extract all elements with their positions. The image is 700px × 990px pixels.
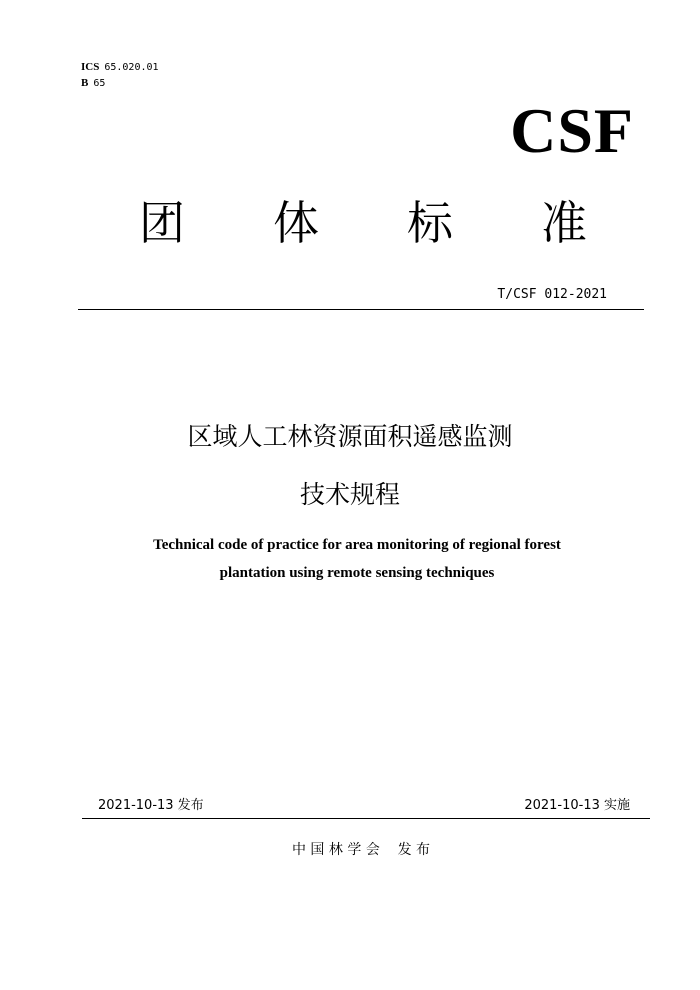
- document-type-char: 标: [407, 196, 453, 250]
- english-title-line-2: plantation using remote sensing techniques: [219, 565, 495, 581]
- chinese-title-line-2: 技术规程: [299, 480, 400, 509]
- publisher: 中 国 林 学 会 发 布: [291, 842, 431, 858]
- publish-date: 2021-10-13 发布: [98, 798, 204, 813]
- clc-value: 65: [93, 78, 106, 89]
- footer-divider: [82, 818, 650, 819]
- english-title-line-1: Technical code of practice for area monitoring of regional forest: [153, 537, 561, 553]
- header-divider: [78, 309, 644, 310]
- document-type-char: 体: [273, 196, 319, 250]
- document-type-char: 准: [541, 196, 587, 250]
- csf-logo: CSF: [510, 95, 634, 166]
- ics-value: 65.020.01: [104, 62, 159, 73]
- clc-label: B: [81, 77, 89, 89]
- chinese-title-line-1: 区域人工林资源面积遥感监测: [187, 422, 513, 451]
- document-type-char: 团: [139, 196, 185, 250]
- ics-label: ICS: [81, 61, 100, 73]
- effective-date: 2021-10-13 实施: [524, 798, 630, 813]
- standard-number: T/CSF 012-2021: [497, 287, 607, 302]
- ics-classification: [81, 60, 159, 75]
- clc-classification: [81, 76, 105, 91]
